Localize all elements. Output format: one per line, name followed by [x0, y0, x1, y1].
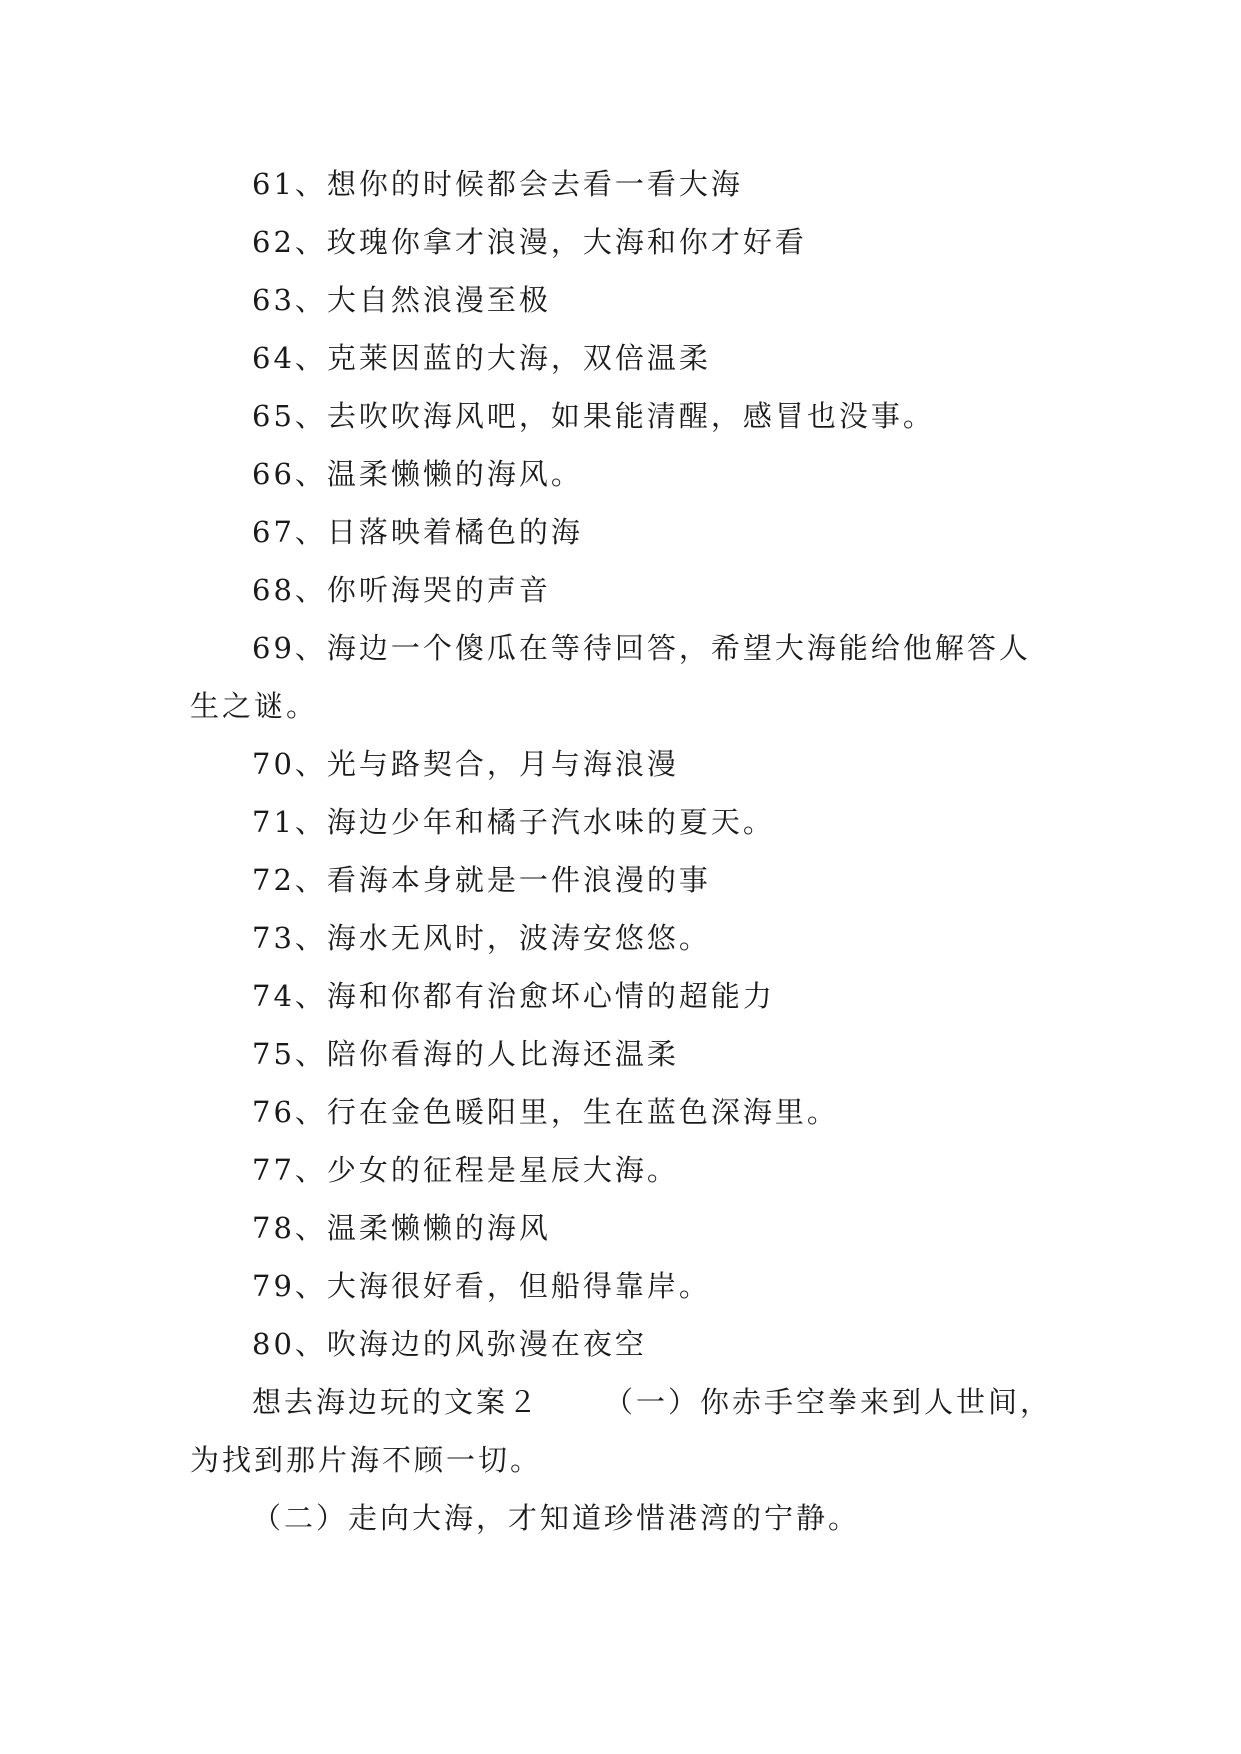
list-item: 70、光与路契合，月与海浪漫	[252, 747, 679, 781]
section-heading-line	[190, 1373, 1070, 1431]
list-item: 61、想你的时候都会去看一看大海	[252, 167, 743, 201]
list-item: 72、看海本身就是一件浪漫的事	[252, 863, 711, 897]
list-item: 76、行在金色暖阳里，生在蓝色深海里。	[252, 1095, 839, 1129]
section-paragraph-two: （二）走向大海，才知道珍惜港湾的宁静。	[252, 1501, 861, 1535]
section-paragraph-one: （一）你赤手空拳来到人世间，	[604, 1385, 1053, 1419]
list-item: 79、大海很好看，但船得靠岸。	[252, 1269, 711, 1303]
list-item: 74、海和你都有治愈坏心情的超能力	[252, 979, 775, 1013]
list-item: 62、玫瑰你拿才浪漫，大海和你才好看	[252, 225, 807, 259]
list-item: 69、海边一个傻瓜在等待回答，希望大海能给他解答人	[252, 631, 1031, 665]
section-title: 想去海边玩的文案２	[252, 1385, 541, 1419]
list-item: 77、少女的征程是星辰大海。	[252, 1153, 679, 1187]
list-item-continuation: 生之谜。	[190, 689, 319, 723]
list-item: 80、吹海边的风弥漫在夜空	[252, 1327, 647, 1361]
list-item: 73、海水无风时，波涛安悠悠。	[252, 921, 711, 955]
section-paragraph-one-continuation: 为找到那片海不顾一切。	[190, 1443, 543, 1477]
list-item: 65、去吹吹海风吧，如果能清醒，感冒也没事。	[252, 399, 935, 433]
list-item: 67、日落映着橘色的海	[252, 515, 583, 549]
list-item: 63、大自然浪漫至极	[252, 283, 551, 317]
list-item: 66、温柔懒懒的海风。	[252, 457, 583, 491]
list-item: 75、陪你看海的人比海还温柔	[252, 1037, 679, 1071]
document-body	[190, 155, 1070, 1547]
list-item: 64、克莱因蓝的大海，双倍温柔	[252, 341, 711, 375]
list-item: 68、你听海哭的声音	[252, 573, 551, 607]
list-item: 71、海边少年和橘子汽水味的夏天。	[252, 805, 775, 839]
list-item: 78、温柔懒懒的海风	[252, 1211, 551, 1245]
